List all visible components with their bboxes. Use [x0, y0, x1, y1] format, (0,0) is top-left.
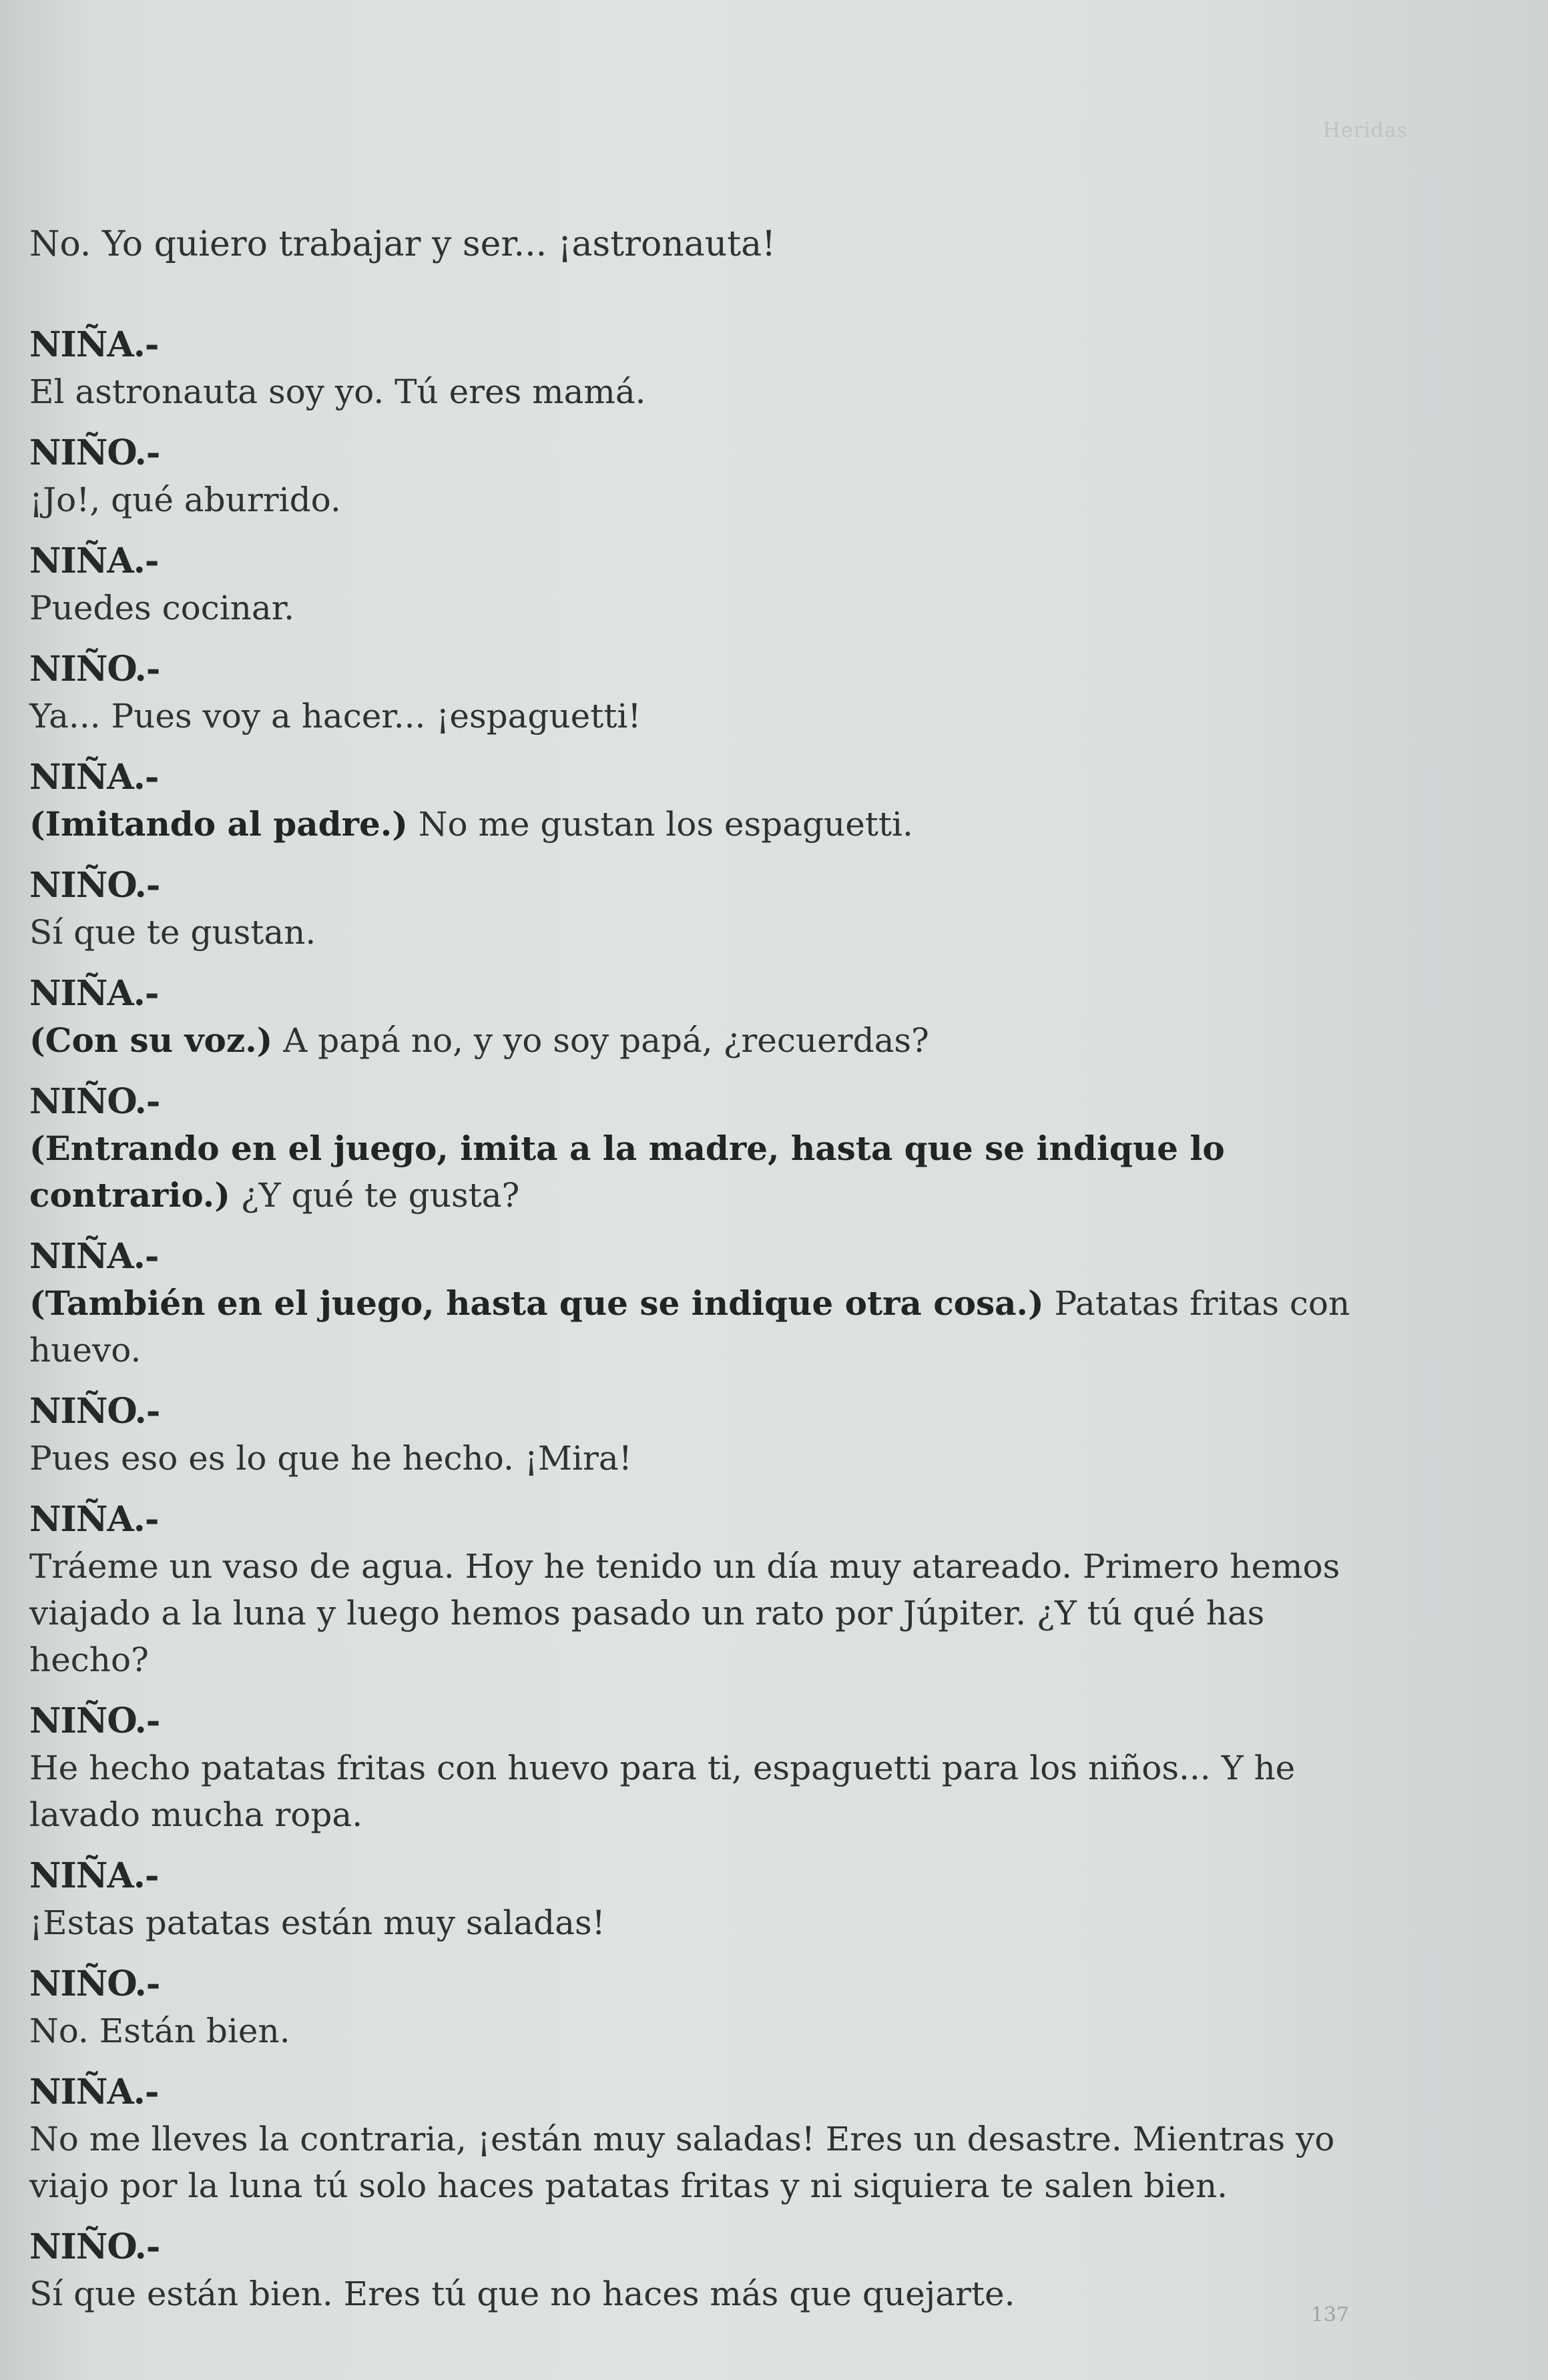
speaker-label: NIÑO.- — [29, 649, 160, 689]
speech-text: He hecho patatas fritas con huevo para ti, espaguetti para los niños... Y he lavado mucha ropa. — [29, 1749, 1296, 1834]
speech — [29, 801, 1391, 848]
speaker-label: NIÑA.- — [29, 973, 159, 1014]
speech-text: A papá no, y yo soy papá, ¿recuerdas? — [283, 1021, 929, 1060]
speech — [29, 1899, 1391, 1946]
dialogue-turn — [29, 2224, 1391, 2317]
speech — [29, 909, 1391, 956]
speech-text: Tráeme un vaso de agua. Hoy he tenido un día muy atareado. Primero hemos viajado a la luna y luego hemos pasado un rato por Júpiter. ¿Y tú qué has hecho? — [29, 1547, 1340, 1679]
speech-text: ¡Estas patatas están muy saladas! — [29, 1903, 605, 1942]
speech-text: ¡Jo!, qué aburrido. — [29, 481, 341, 519]
speech — [29, 1435, 1391, 1482]
speech — [29, 1280, 1391, 1374]
speech-text: Puedes cocinar. — [29, 589, 294, 627]
speech-text: Sí que te gustan. — [29, 913, 316, 952]
speaker-label: NIÑO.- — [29, 1964, 160, 2004]
dialogue-turn — [29, 322, 1391, 415]
dialogue-turn — [29, 430, 1391, 523]
speech — [29, 477, 1391, 523]
speaker-label: NIÑA.- — [29, 2072, 159, 2112]
opening-line: No. Yo quiero trabajar y ser... ¡astronauta! — [29, 224, 776, 264]
speech — [29, 1745, 1391, 1838]
speech — [29, 1017, 1391, 1064]
stage-direction: (Imitando al padre.) — [29, 804, 408, 844]
speaker-label: NIÑA.- — [29, 324, 159, 365]
dialogue-turn — [29, 1853, 1391, 1946]
dialogue-turn — [29, 970, 1391, 1064]
dialogue-turn — [29, 1961, 1391, 2054]
speech — [29, 693, 1391, 739]
dialogue-turn — [29, 646, 1391, 739]
speaker-label: NIÑO.- — [29, 1081, 160, 1122]
speaker-label: NIÑA.- — [29, 1499, 159, 1540]
dialogue-turn — [29, 1496, 1391, 1683]
speech-text: Ya... Pues voy a hacer... ¡espaguetti! — [29, 697, 641, 735]
dialogue-turn — [29, 538, 1391, 631]
running-head: Heridas — [1322, 119, 1408, 142]
stage-direction: (También en el juego, hasta que se indique otra cosa.) — [29, 1283, 1044, 1323]
dialogue-turn — [29, 1233, 1391, 1374]
speech-text: No me gustan los espaguetti. — [418, 805, 913, 844]
speech — [29, 2008, 1391, 2054]
speaker-label: NIÑA.- — [29, 1236, 159, 1277]
speech-text: ¿Y qué te gusta? — [240, 1176, 520, 1215]
speech — [29, 585, 1391, 631]
page-number: 137 — [1310, 2303, 1349, 2327]
dialogue-turn — [29, 862, 1391, 956]
dialogue-turn — [29, 754, 1391, 848]
speaker-label: NIÑA.- — [29, 541, 159, 581]
speech-text: No me lleves la contraria, ¡están muy saladas! Eres un desastre. Mientras yo viajo por la luna tú solo haces patatas fritas y ni siquiera te salen bien. — [29, 2120, 1335, 2205]
speaker-label: NIÑO.- — [29, 1701, 160, 1741]
speech — [29, 2116, 1391, 2209]
speech — [29, 1543, 1391, 1683]
play-text — [29, 220, 1391, 2332]
speech-text: Patatas fritas con huevo. — [29, 1284, 1350, 1370]
speaker-label: NIÑA.- — [29, 1855, 159, 1896]
dialogue-turn — [29, 1698, 1391, 1838]
speech — [29, 1125, 1391, 1219]
speaker-label: NIÑO.- — [29, 865, 160, 906]
dialogue-turn — [29, 1079, 1391, 1219]
speech-text: El astronauta soy yo. Tú eres mamá. — [29, 372, 646, 411]
speech-text: Pues eso es lo que he hecho. ¡Mira! — [29, 1439, 632, 1478]
dialogue-turn — [29, 1388, 1391, 1482]
stage-direction: (Con su voz.) — [29, 1020, 273, 1060]
speech-text: No. Están bien. — [29, 2012, 290, 2050]
speaker-label: NIÑA.- — [29, 757, 159, 798]
speaker-label: NIÑO.- — [29, 2226, 160, 2267]
speech — [29, 2271, 1391, 2317]
stage-direction: (Entrando en el juego, imita a la madre, hasta que se indique lo contrario.) — [29, 1129, 1225, 1215]
speech — [29, 368, 1391, 415]
speaker-label: NIÑO.- — [29, 432, 160, 473]
dialogue-turn — [29, 2069, 1391, 2209]
speech-text: Sí que están bien. Eres tú que no haces más que quejarte. — [29, 2275, 1015, 2313]
speaker-label: NIÑO.- — [29, 1391, 160, 1432]
